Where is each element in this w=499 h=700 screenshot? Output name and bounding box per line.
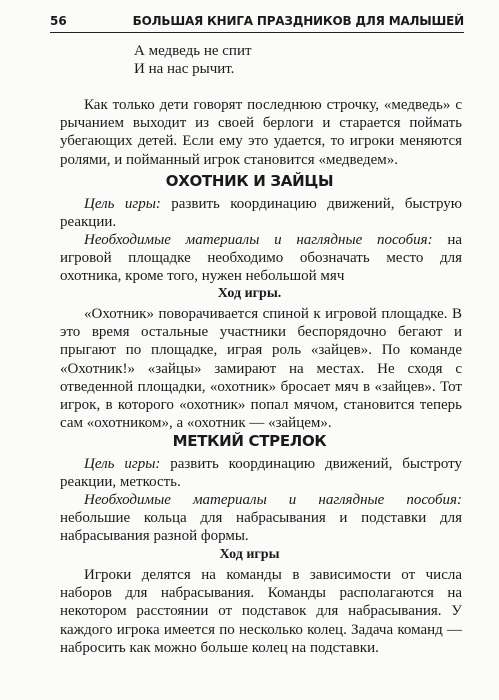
intro-paragraph: Как только дети говорят последнюю строчку, «медведь» с рычанием выходит из своей берлоги и старается поймать убегающих детей. Если ему это удается, то игроки меняются ролями, и пойманный игрок становится «медведем». xyxy=(60,97,462,168)
course-title: Ход игры xyxy=(219,547,280,562)
course-paragraph: Игроки делятся на команды в зависимости от числа наборов для набрасывания. Команды располагаются на некотором расстоянии от подставок для набрасывания. У каждого игрока имеется по несколько колец. Задача команд — набросить как можно больше колец на подставки. xyxy=(60,567,462,656)
game-title: МЕТКИЙ СТРЕЛОК xyxy=(172,432,327,450)
materials-paragraph xyxy=(60,491,462,546)
materials-label: Необходимые материалы и наглядные пособия: xyxy=(84,492,462,508)
poem-line: А медведь не спит xyxy=(134,43,252,59)
game-title: ОХОТНИК И ЗАЙЦЫ xyxy=(165,172,334,190)
goal-paragraph xyxy=(60,195,462,231)
materials-paragraph xyxy=(60,231,462,286)
course-title: Ход игры. xyxy=(217,286,282,301)
goal-label: Цель игры: xyxy=(84,196,161,212)
running-header xyxy=(50,12,464,33)
goal-text: развить координацию движений, быструю реакции. xyxy=(60,196,462,231)
course-paragraph: «Охотник» поворачивается спиной к игровой площадке. В это время остальные участники беспорядочно бегают и прыгают по площадке, играя роль «зайцев». По команде «Охотник!» «зайцы» замирают на местах. Не сходя с отведенной площадки, «охотник» бросает мяч в «зайцев». Тот игрок, в которого «охотник» попал мячом, становится теперь сам «охотником», а «охотник — «зайцем». xyxy=(60,306,462,432)
poem xyxy=(134,42,252,78)
poem-line: И на нас рычит. xyxy=(134,61,235,78)
running-title: БОЛЬШАЯ КНИГА ПРАЗДНИКОВ ДЛЯ МАЛЫШЕЙ xyxy=(132,14,464,28)
materials-label: Необходимые материалы и наглядные пособия: xyxy=(84,232,433,248)
goal-text: развить координацию движений, быстроту реакции, меткость. xyxy=(60,456,462,491)
materials-text: на игровой площадке необходимо обозначать место для охотника, кроме того, нужен небольшой мяч xyxy=(60,232,462,285)
page-number: 56 xyxy=(50,14,67,28)
materials-text: небольшие кольца для набрасывания и подставки для набрасывания разной формы. xyxy=(60,510,462,545)
goal-paragraph xyxy=(60,455,462,491)
goal-label: Цель игры: xyxy=(84,456,161,472)
